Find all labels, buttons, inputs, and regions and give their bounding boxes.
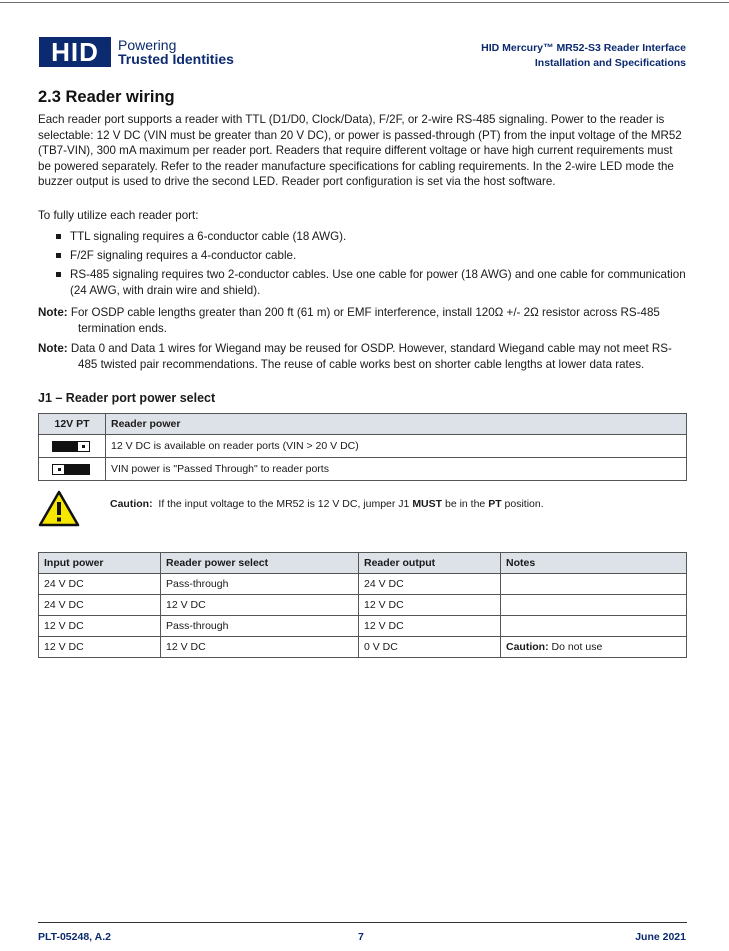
col-header: Reader output	[359, 553, 501, 574]
table-cell: 12 V DC	[359, 616, 501, 637]
footer-rule	[38, 922, 687, 923]
table-cell: 12 V DC	[39, 637, 161, 658]
table-row	[39, 458, 687, 481]
table-cell: 12 V DC is available on reader ports (VIN > 20 V DC)	[106, 435, 687, 458]
bullet-icon	[56, 253, 61, 258]
table-cell: 12 V DC	[359, 595, 501, 616]
bullet-icon	[56, 234, 61, 239]
caution-note: Do not use	[551, 641, 603, 653]
table-cell	[501, 616, 687, 637]
section-heading: 2.3 Reader wiring	[38, 88, 175, 106]
intro-paragraph: Each reader port supports a reader with TTL (D1/D0, Clock/Data), F/2F, or 2-wire RS-485 signaling. Power to the reader is selectable: 12 V DC (VIN must be greater than 20 V DC), or power is passed-through (PT) from the input voltage of the MR52 (TB7-VIN), 300 mA maximum per reader port. Readers that require different voltage or have high current requirements must be powered separately. Refer to the reader manufacture specifications for cabling requirements. In the 2-wire LED mode the buzzer output is used to drive the second LED. Reader port configuration is set via the host software.	[38, 113, 682, 189]
document-title-line1: HID Mercury™ MR52-S3 Reader Interface	[481, 42, 686, 54]
list-item: RS-485 signaling requires two 2-conductor cables. Use one cable for power (18 AWG) and one cable for communication (24 AWG, with drain wire and shield).	[38, 267, 688, 298]
footer-doc-number: PLT-05248, A.2	[38, 931, 111, 943]
jumper-12v-icon	[52, 441, 90, 452]
table-cell: 24 V DC	[359, 574, 501, 595]
col-header: 12V PT	[39, 414, 106, 435]
table-header-row	[39, 553, 687, 574]
table-cell	[501, 595, 687, 616]
note-osdp-length: Note: For OSDP cable lengths greater than 200 ft (61 m) or EMF interference, install 120Ω +/- 2Ω resistor across RS-485 termination ends.	[38, 306, 660, 335]
footer-date: June 2021	[635, 931, 686, 943]
tagline-line1: Powering	[118, 37, 177, 53]
list-item: F/2F signaling requires a 4-conductor cable.	[38, 248, 688, 264]
logo-text: HID	[51, 37, 99, 67]
table-cell: Pass-through	[161, 574, 359, 595]
caution-label: Caution:	[506, 641, 549, 653]
caution-text: Caution: If the input voltage to the MR52 is 12 V DC, jumper J1 MUST be in the PT position.	[110, 498, 544, 510]
document-title-line2: Installation and Specifications	[534, 56, 686, 69]
table-cell: 24 V DC	[39, 595, 161, 616]
col-header: Notes	[501, 553, 687, 574]
table-cell: VIN power is "Passed Through" to reader ports	[106, 458, 687, 481]
table-cell: 12 V DC	[161, 595, 359, 616]
top-rule	[0, 2, 729, 3]
table-cell: 24 V DC	[39, 574, 161, 595]
table-cell: 12 V DC	[161, 637, 359, 658]
jumper-cell	[39, 458, 106, 481]
jumper-cell	[39, 435, 106, 458]
table-row	[39, 595, 687, 616]
tagline-line2: Trusted Identities	[118, 51, 234, 67]
bullet-list	[38, 229, 688, 302]
col-header: Reader power select	[161, 553, 359, 574]
note-wiegand-reuse: Note: Data 0 and Data 1 wires for Wiegand may be reused for OSDP. However, standard Wiegand cable may not meet RS-485 twisted pair recommendations. The reuse of cable works best on shorter cable lengths at lower data rates.	[38, 342, 672, 371]
table-row	[39, 616, 687, 637]
table-cell: 12 V DC	[39, 616, 161, 637]
warning-triangle-icon	[38, 490, 80, 528]
j1-table	[38, 413, 687, 481]
table-header-row	[39, 414, 687, 435]
jumper-pt-icon	[52, 464, 90, 475]
bullet-icon	[56, 272, 61, 277]
col-header: Reader power	[106, 414, 687, 435]
col-header: Input power	[39, 553, 161, 574]
lead-in-paragraph: To fully utilize each reader port:	[38, 209, 199, 222]
footer-page-number: 7	[358, 931, 364, 943]
table-cell: 0 V DC	[359, 637, 501, 658]
power-table	[38, 552, 687, 658]
table-cell: Pass-through	[161, 616, 359, 637]
document-title	[481, 41, 686, 70]
table-row	[39, 435, 687, 458]
table-cell	[501, 637, 687, 658]
table-cell	[501, 574, 687, 595]
table-row	[39, 637, 687, 658]
hid-logo: HID ®	[39, 37, 111, 67]
j1-heading: J1 – Reader port power select	[38, 391, 216, 405]
list-item: TTL signaling requires a 6-conductor cable (18 AWG).	[38, 229, 688, 245]
table-row	[39, 574, 687, 595]
